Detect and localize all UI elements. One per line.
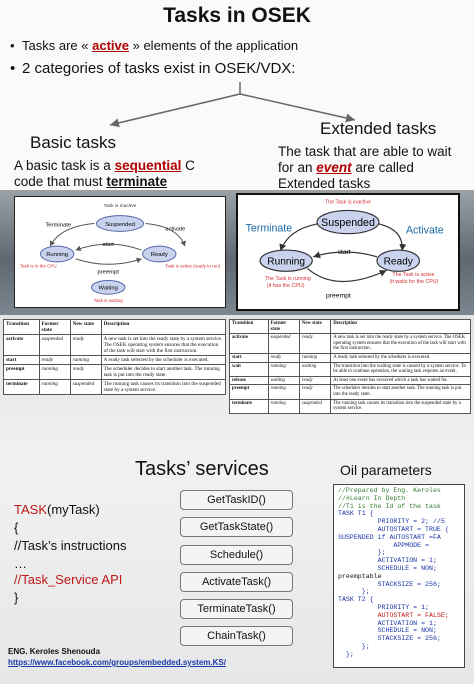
table-header: Transition xyxy=(4,320,40,335)
branch-arrow-basic xyxy=(110,94,240,125)
code-line: ACTIVATION = 1; xyxy=(338,557,437,565)
service-get-task-state: GetTaskState() xyxy=(180,517,293,537)
task-name: (myTask) xyxy=(47,502,100,517)
running-note: Task is in the CPU xyxy=(19,263,57,269)
code-line: preemptable xyxy=(338,572,382,580)
preempt-arrow xyxy=(307,268,386,281)
extended-text: are called xyxy=(355,160,414,175)
extended-state-diagram xyxy=(236,193,460,311)
task-declaration xyxy=(14,502,100,517)
code-line: STACKSIZE = 256; xyxy=(338,580,441,588)
table-cell: A new task is set into the ready state by a system service. The OSEK operating system ensures that the execution of the task will start with the first instruction. xyxy=(331,334,471,354)
table-row xyxy=(230,399,471,413)
table-cell: running xyxy=(39,365,70,380)
table-cell: The scheduler decides to start another task. The running task is put into the ready state. xyxy=(331,385,471,399)
table-cell: running xyxy=(299,353,330,362)
table-header-row xyxy=(4,320,226,335)
table-cell: The running task causes its transition into the suspended state by a system service. xyxy=(331,399,471,413)
extended-transitions-table xyxy=(229,319,471,414)
extended-tasks-description xyxy=(278,144,474,192)
table-cell: preempt xyxy=(4,365,40,380)
ellipsis: … xyxy=(14,556,27,571)
table-cell: A ready task selected by the scheduler is executed. xyxy=(101,356,225,365)
code-line: TASK T2 { xyxy=(338,596,374,604)
table-cell: waiting xyxy=(299,362,330,376)
table-header-row xyxy=(230,320,471,334)
table-header: Description xyxy=(331,320,471,334)
table-cell: ready xyxy=(268,353,299,362)
task-service-comment: //Task_Service API xyxy=(14,572,123,587)
running-label: Running xyxy=(267,256,306,268)
table-cell: start xyxy=(4,356,40,365)
author-name: ENG. Keroles Shenouda xyxy=(8,647,101,656)
basic-state-diagram xyxy=(14,196,226,308)
table-cell: ready xyxy=(70,335,101,356)
code-line: ACTIVATION = 1; xyxy=(338,619,437,627)
code-line: TASK T1 { xyxy=(338,510,374,518)
bullet-categories xyxy=(10,60,295,77)
code-line: PRIORITY = 2; //5 xyxy=(338,518,445,526)
basic-text: code that must xyxy=(14,174,103,189)
task-instructions-comment: //Task’s instructions xyxy=(14,538,127,553)
basic-text: A basic task is a xyxy=(14,158,111,173)
table-cell: ready xyxy=(299,334,330,354)
running-label: Running xyxy=(46,251,69,258)
code-line: //#Learn In Depth xyxy=(338,494,406,502)
start-label: start xyxy=(337,248,351,256)
terminate-label: Terminate xyxy=(245,222,293,235)
table-cell: activate xyxy=(230,334,269,354)
table-header: Transition xyxy=(230,320,269,334)
table-cell: ready xyxy=(70,365,101,380)
activate-label: activate xyxy=(165,226,186,233)
table-row xyxy=(230,353,471,362)
ready-label: Ready xyxy=(150,251,168,258)
running-note-2: (it has the CPU) xyxy=(266,282,305,289)
code-line: SCHEDULE = NON; xyxy=(338,564,437,572)
basic-transitions-table xyxy=(3,319,226,395)
open-brace: { xyxy=(14,520,19,535)
table-cell: activate xyxy=(4,335,40,356)
code-line: //Prepared by Eng. Keroles xyxy=(338,487,441,494)
table-header: Former state xyxy=(268,320,299,334)
task-keyword: TASK xyxy=(14,502,47,517)
table-cell: The transition into the waiting state is caused by a system service. To be able to continue operation, the waiting task requires an event. xyxy=(331,362,471,376)
service-get-task-id: GetTaskID() xyxy=(180,490,293,510)
waiting-note: Task is waiting xyxy=(93,298,123,304)
table-header: Description xyxy=(101,320,225,335)
table-cell: suspended xyxy=(299,399,330,413)
inactive-note: The Task is inactive xyxy=(324,199,372,206)
basic-tasks-description xyxy=(14,158,244,190)
table-cell: terminate xyxy=(4,380,40,395)
table-row xyxy=(4,365,226,380)
code-line: STACKSIZE = 256; xyxy=(338,635,441,643)
basic-tasks-heading: Basic tasks xyxy=(30,133,116,152)
table-row xyxy=(4,335,226,356)
bullet-text: » elements of the application xyxy=(132,38,299,53)
terminate-keyword: terminate xyxy=(106,174,168,189)
preempt-label: preempt xyxy=(97,269,119,276)
table-header: Former state xyxy=(39,320,70,335)
table-row xyxy=(230,362,471,376)
branch-arrow-extended xyxy=(240,94,355,120)
code-line: APPMODE = xyxy=(338,541,430,549)
table-cell: running xyxy=(268,399,299,413)
bullet-text: Tasks are « xyxy=(22,38,89,53)
table-cell: terminate xyxy=(230,399,269,413)
oil-parameters-title: Oil parameters xyxy=(340,462,432,478)
suspended-label: Suspended xyxy=(105,221,135,228)
extended-tasks-heading: Extended tasks xyxy=(320,119,437,138)
table-row xyxy=(230,376,471,385)
activate-arrow xyxy=(379,224,402,251)
service-schedule: Schedule() xyxy=(180,545,293,565)
services-title: Tasks’ services xyxy=(135,458,269,480)
ready-note-1: The Task is active xyxy=(392,272,435,279)
table-header: New state xyxy=(299,320,330,334)
page-title: Tasks in OSEK xyxy=(163,4,311,27)
terminate-label: Terminate xyxy=(45,222,72,229)
service-activate-task: ActivateTask() xyxy=(180,572,293,592)
bullet-dot-icon: • xyxy=(10,60,16,77)
table-cell: wait xyxy=(230,362,269,376)
table-cell: ready xyxy=(39,356,70,365)
code-line: }; xyxy=(338,549,386,557)
basic-text: C xyxy=(185,158,195,173)
active-keyword: active xyxy=(92,38,129,53)
table-row xyxy=(4,380,226,395)
inactive-note: Task is inactive xyxy=(103,203,137,209)
bullet-dot-icon: • xyxy=(10,38,15,53)
code-line: }; xyxy=(338,650,354,658)
service-terminate-task: TerminateTask() xyxy=(180,599,293,619)
code-line: }; xyxy=(338,588,370,596)
table-cell: preempt xyxy=(230,385,269,399)
code-line: PRIORITY = 1; xyxy=(338,603,430,611)
table-cell: A new task is set into the ready state by a system service. The OSEK operating system ensures that the execution of the task will start with the first instruction. xyxy=(101,335,225,356)
table-cell: waiting xyxy=(268,376,299,385)
code-line: //T1 is the Id of the task xyxy=(338,502,441,510)
table-row xyxy=(4,356,226,365)
table-cell: running xyxy=(39,380,70,395)
table-cell: The running task causes its transition into the suspended state by a system service. xyxy=(101,380,225,395)
table-cell: The scheduler decides to start another task. The running task is put into the ready state. xyxy=(101,365,225,380)
code-line: AUTOSTART = FALSE; xyxy=(338,611,449,619)
preempt-arrow xyxy=(76,259,142,264)
table-header: New state xyxy=(70,320,101,335)
oil-code-block xyxy=(333,484,465,668)
extended-text: The task that are able to wait xyxy=(278,144,452,159)
start-label: start xyxy=(102,242,114,249)
extended-text: Extended tasks xyxy=(278,176,371,191)
ready-note-2: (it waits for the CPU) xyxy=(389,278,439,285)
table-cell: ready xyxy=(299,385,330,399)
table-row xyxy=(230,385,471,399)
extended-text: for an xyxy=(278,160,313,175)
code-line: SUSPENDED if AUTOSTART =FA xyxy=(338,533,441,541)
table-cell: ready xyxy=(299,376,330,385)
running-note-1: The Task is running xyxy=(264,276,311,283)
preempt-label: preempt xyxy=(325,292,351,300)
service-chain-task: ChainTask() xyxy=(180,626,293,646)
table-cell: running xyxy=(268,385,299,399)
close-brace: } xyxy=(14,590,19,605)
code-line: AUTOSTART = TRUE { xyxy=(338,525,449,533)
table-cell: running xyxy=(268,362,299,376)
table-cell: release xyxy=(230,376,269,385)
code-line: }; xyxy=(338,642,370,650)
ready-note: Task is active (ready to run) xyxy=(165,263,221,269)
ready-label: Ready xyxy=(383,256,413,268)
table-cell: At least one event has occurred which a task has waited for. xyxy=(331,376,471,385)
sequential-keyword: sequential xyxy=(114,158,182,173)
table-row xyxy=(230,334,471,354)
bullet-active xyxy=(10,38,298,53)
event-keyword: event xyxy=(316,160,352,175)
code-line: SCHEDULE = NON; xyxy=(338,627,437,635)
activate-label: Activate xyxy=(405,224,444,237)
table-cell: suspended xyxy=(268,334,299,354)
bullet-text: 2 categories of tasks exist in OSEK/VDX: xyxy=(22,60,296,77)
suspended-label: Suspended xyxy=(321,216,375,229)
table-cell: running xyxy=(70,356,101,365)
table-cell: suspended xyxy=(39,335,70,356)
table-cell: suspended xyxy=(70,380,101,395)
waiting-label: Waiting xyxy=(98,285,118,292)
table-cell: A ready task selected by the scheduler is executed. xyxy=(331,353,471,362)
facebook-group-link[interactable]: https://www.facebook.com/groups/embedded.system.KS/ xyxy=(8,658,226,667)
table-cell: start xyxy=(230,353,269,362)
